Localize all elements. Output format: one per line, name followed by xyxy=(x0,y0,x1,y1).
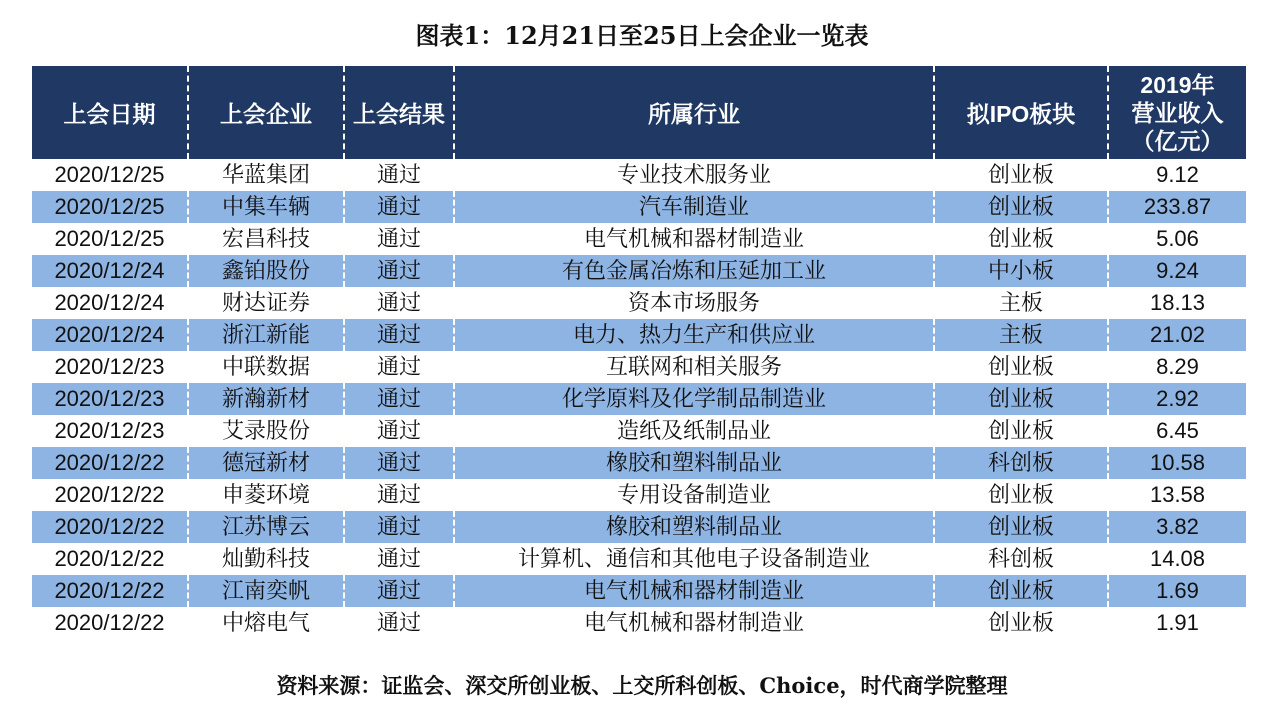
cell-revenue: 9.12 xyxy=(1108,159,1246,191)
cell-revenue: 1.91 xyxy=(1108,607,1246,639)
table-row xyxy=(32,511,1246,543)
cell-company: 新瀚新材 xyxy=(188,383,344,415)
cell-date: 2020/12/22 xyxy=(32,447,188,479)
cell-industry: 计算机、通信和其他电子设备制造业 xyxy=(454,543,934,575)
cell-result: 通过 xyxy=(344,383,454,415)
cell-board: 创业板 xyxy=(934,575,1108,607)
cell-industry: 专业技术服务业 xyxy=(454,159,934,191)
cell-revenue: 14.08 xyxy=(1108,543,1246,575)
cell-industry: 橡胶和塑料制品业 xyxy=(454,447,934,479)
cell-company: 中熔电气 xyxy=(188,607,344,639)
cell-industry: 电力、热力生产和供应业 xyxy=(454,319,934,351)
header-revenue xyxy=(1108,66,1246,159)
cell-industry: 橡胶和塑料制品业 xyxy=(454,511,934,543)
cell-board: 科创板 xyxy=(934,543,1108,575)
header-revenue-line3: （亿元） xyxy=(1131,127,1224,154)
header-result: 上会结果 xyxy=(344,66,454,159)
table-row xyxy=(32,415,1246,447)
header-board: 拟IPO板块 xyxy=(934,66,1108,159)
table-row xyxy=(32,223,1246,255)
table-row xyxy=(32,607,1246,639)
cell-revenue: 5.06 xyxy=(1108,223,1246,255)
cell-result: 通过 xyxy=(344,607,454,639)
cell-date: 2020/12/23 xyxy=(54,354,165,379)
cell-board: 创业板 xyxy=(934,351,1108,383)
cell-industry: 专用设备制造业 xyxy=(454,479,934,511)
cell-industry: 汽车制造业 xyxy=(454,191,934,223)
table-row xyxy=(32,479,1246,511)
cell-result: 通过 xyxy=(344,575,454,607)
cell-result: 通过 xyxy=(344,415,454,447)
cell-board: 创业板 xyxy=(934,383,1108,415)
cell-board: 中小板 xyxy=(934,255,1108,287)
cell-company: 江苏博云 xyxy=(188,511,344,543)
cell-company: 财达证券 xyxy=(188,287,344,319)
cell-company: 宏昌科技 xyxy=(188,223,344,255)
cell-revenue: 9.24 xyxy=(1108,255,1246,287)
table-title: 图表1：12月21日至25日上会企业一览表 xyxy=(415,21,869,50)
cell-date: 2020/12/23 xyxy=(32,383,188,415)
cell-industry: 电气机械和器材制造业 xyxy=(454,607,934,639)
cell-company: 申菱环境 xyxy=(188,479,344,511)
cell-revenue: 21.02 xyxy=(1108,319,1246,351)
cell-date: 2020/12/25 xyxy=(54,226,165,251)
source-note: 资料来源：证监会、深交所创业板、上交所科创板、Choice，时代商学院整理 xyxy=(276,673,1008,698)
cell-date: 2020/12/22 xyxy=(54,610,165,635)
cell-result: 通过 xyxy=(344,447,454,479)
cell-company: 华蓝集团 xyxy=(188,159,344,191)
cell-board: 创业板 xyxy=(934,191,1108,223)
cell-board: 主板 xyxy=(934,287,1108,319)
cell-company: 灿勤科技 xyxy=(188,543,344,575)
cell-industry: 造纸及纸制品业 xyxy=(454,415,934,447)
cell-date: 2020/12/22 xyxy=(32,575,188,607)
cell-result: 通过 xyxy=(344,287,454,319)
cell-company: 浙江新能 xyxy=(188,319,344,351)
table-row xyxy=(32,447,1246,479)
cell-date: 2020/12/24 xyxy=(32,319,188,351)
cell-revenue: 1.69 xyxy=(1108,575,1246,607)
cell-date: 2020/12/24 xyxy=(32,255,188,287)
cell-revenue: 2.92 xyxy=(1108,383,1246,415)
cell-result: 通过 xyxy=(344,543,454,575)
table-row xyxy=(32,575,1246,607)
table-row xyxy=(32,543,1246,575)
table-row xyxy=(32,255,1246,287)
cell-date: 2020/12/25 xyxy=(32,191,188,223)
cell-board: 创业板 xyxy=(934,223,1108,255)
cell-company: 中联数据 xyxy=(188,351,344,383)
cell-revenue: 8.29 xyxy=(1108,351,1246,383)
cell-result: 通过 xyxy=(344,319,454,351)
cell-revenue: 13.58 xyxy=(1108,479,1246,511)
cell-industry: 电气机械和器材制造业 xyxy=(454,223,934,255)
cell-board: 科创板 xyxy=(934,447,1108,479)
cell-revenue: 233.87 xyxy=(1108,191,1246,223)
header-revenue-line2: 营业收入 xyxy=(1131,99,1224,126)
cell-industry: 电气机械和器材制造业 xyxy=(454,575,934,607)
cell-date: 2020/12/25 xyxy=(54,162,165,187)
table-row xyxy=(32,383,1246,415)
cell-board: 创业板 xyxy=(934,511,1108,543)
table-body xyxy=(32,159,1246,639)
cell-industry: 化学原料及化学制品制造业 xyxy=(454,383,934,415)
table-row xyxy=(32,287,1246,319)
cell-company: 鑫铂股份 xyxy=(188,255,344,287)
cell-result: 通过 xyxy=(344,159,454,191)
header-company: 上会企业 xyxy=(188,66,344,159)
table-header-row xyxy=(32,66,1246,159)
cell-industry: 有色金属冶炼和压延加工业 xyxy=(454,255,934,287)
cell-board: 主板 xyxy=(934,319,1108,351)
cell-company: 艾录股份 xyxy=(188,415,344,447)
cell-revenue: 6.45 xyxy=(1108,415,1246,447)
cell-date: 2020/12/22 xyxy=(54,546,165,571)
cell-result: 通过 xyxy=(344,255,454,287)
cell-result: 通过 xyxy=(344,191,454,223)
cell-revenue: 3.82 xyxy=(1108,511,1246,543)
cell-result: 通过 xyxy=(344,479,454,511)
cell-board: 创业板 xyxy=(934,415,1108,447)
cell-industry: 互联网和相关服务 xyxy=(454,351,934,383)
cell-date: 2020/12/24 xyxy=(54,290,165,315)
table-row xyxy=(32,319,1246,351)
table-row xyxy=(32,159,1246,191)
cell-board: 创业板 xyxy=(934,479,1108,511)
cell-result: 通过 xyxy=(344,223,454,255)
cell-company: 江南奕帆 xyxy=(188,575,344,607)
header-revenue-line1: 2019年 xyxy=(1140,71,1215,98)
cell-date: 2020/12/22 xyxy=(54,482,165,507)
ipo-review-table xyxy=(32,66,1246,639)
table-row xyxy=(32,351,1246,383)
cell-board: 创业板 xyxy=(934,159,1108,191)
cell-date: 2020/12/23 xyxy=(54,418,165,443)
cell-revenue: 18.13 xyxy=(1108,287,1246,319)
cell-date: 2020/12/22 xyxy=(32,511,188,543)
cell-result: 通过 xyxy=(344,511,454,543)
header-industry: 所属行业 xyxy=(454,66,934,159)
table-row xyxy=(32,191,1246,223)
header-date: 上会日期 xyxy=(32,66,188,159)
cell-board: 创业板 xyxy=(934,607,1108,639)
cell-result: 通过 xyxy=(344,351,454,383)
cell-company: 中集车辆 xyxy=(188,191,344,223)
cell-revenue: 10.58 xyxy=(1108,447,1246,479)
cell-company: 德冠新材 xyxy=(188,447,344,479)
cell-industry: 资本市场服务 xyxy=(454,287,934,319)
